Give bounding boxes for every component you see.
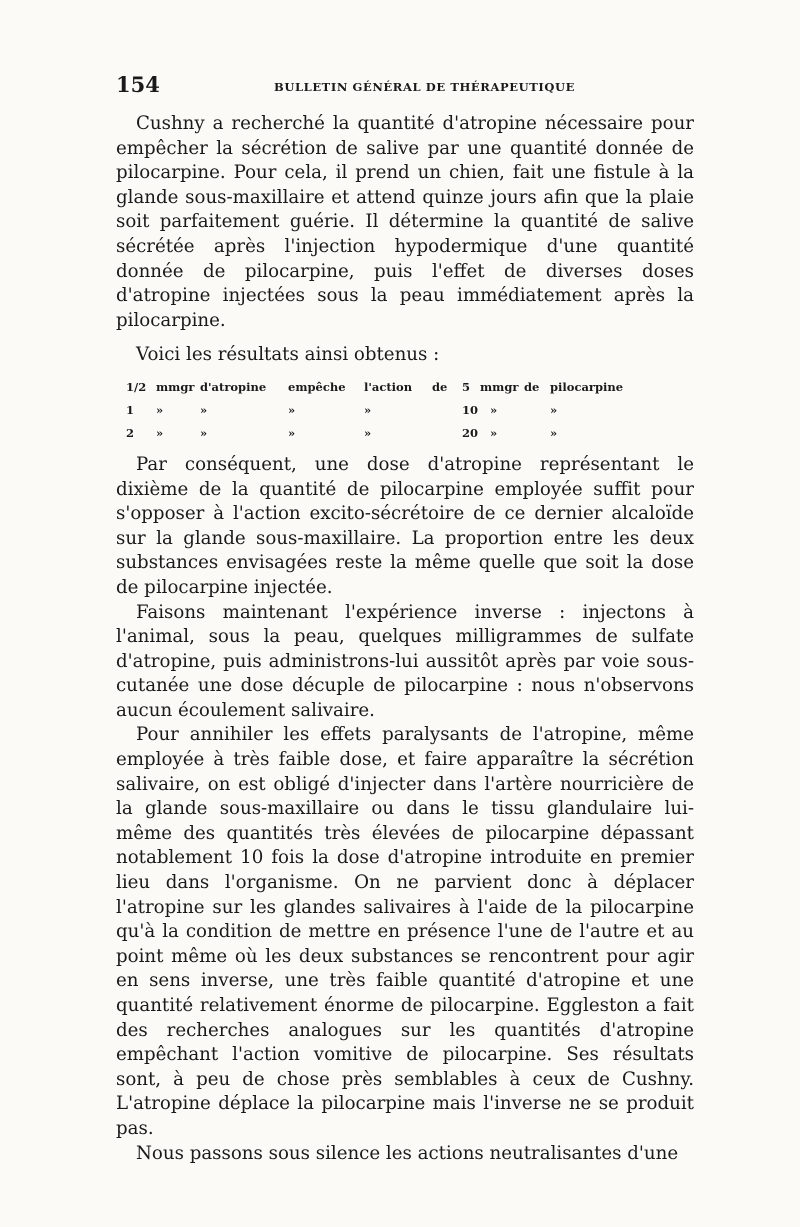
- results-cell: 1/2: [126, 379, 147, 394]
- results-cell: »: [490, 425, 498, 440]
- paragraph-4: Faisons maintenant l'expérience inverse : injectons à l'animal, sous la peau, quelques milligrammes de sulfate d'atropine, puis administrons-lui aussitôt après par voie sous-cutanée une dose décuple de pilocarpine : nous n'observons aucun écoulement salivaire.: [116, 601, 694, 721]
- results-cell: »: [490, 402, 498, 417]
- results-cell: pilocarpine: [550, 379, 624, 394]
- results-cell: mmgr: [480, 379, 519, 394]
- page-header: [116, 72, 694, 100]
- results-cell: »: [550, 402, 558, 417]
- paragraph-5: Pour annihiler les effets paralysants de l'atropine, même employée à très faible dose, et faire apparaître la sécrétion salivaire, on est obligé d'injecter dans l'artère nourricière de la glande sous-maxillaire ou dans le tissu glandulaire lui-même des quantités très élevées de pilocarpine dépassant notablement 10 fois la dose d'atropine introduite en premier lieu dans l'organisme. On ne parvient donc à déplacer l'atropine sur les glandes salivaires à l'aide de la pilocarpine qu'à la condition de mettre en présence l'une de l'autre et au point même où les deux substances se rencontrent pour agir en sens inverse, une très faible quantité d'atropine et une quantité relativement énorme de pilocarpine. Eggleston a fait des recherches analogues sur les quantités d'atropine empêchant l'action vomitive de pilocarpine. Ses résultats sont, à peu de chose près semblables à ceux de Cushny. L'atropine déplace la pilocarpine mais l'inverse ne se produit pas.: [116, 724, 694, 1139]
- paragraph-2: Voici les résultats ainsi obtenus :: [136, 344, 440, 366]
- results-cell: »: [364, 425, 372, 440]
- paragraph-1: Cushny a recherché la quantité d'atropine nécessaire pour empêcher la sécrétion de salive par une quantité donnée de pilocarpine. Pour cela, il prend un chien, fait une fistule à la glande sous-maxillaire et attend quinze jours afin que la plaie soit parfaitement guérie. Il détermine la quantité de salive sécrétée après l'injection hypodermique d'une quantité donnée de pilocarpine, puis l'effet de diverses doses d'atropine injectées sous la peau immédiatement après la pilocarpine.: [116, 113, 694, 331]
- results-cell: 20: [462, 425, 479, 440]
- results-cell: »: [200, 402, 208, 417]
- results-cell: »: [550, 425, 558, 440]
- results-cell: d'atropine: [200, 379, 267, 394]
- results-cell: »: [364, 402, 372, 417]
- results-cell: »: [200, 425, 208, 440]
- results-cell: empêche: [288, 379, 346, 394]
- results-table: [126, 376, 694, 445]
- paragraph-6: Nous passons sous silence les actions neutralisantes d'une: [136, 1142, 679, 1164]
- results-cell: »: [288, 425, 296, 440]
- results-cell: de: [524, 379, 540, 394]
- results-row: [126, 399, 694, 422]
- body-text: [116, 112, 694, 1166]
- results-cell: 5: [462, 379, 471, 394]
- results-cell: »: [156, 425, 164, 440]
- results-cell: l'action: [364, 379, 413, 394]
- results-cell: [432, 399, 462, 422]
- page-number: 154: [116, 72, 160, 97]
- results-row: [126, 422, 694, 445]
- results-row: [126, 376, 694, 399]
- results-cell: »: [156, 402, 164, 417]
- results-cell: mmgr: [156, 379, 195, 394]
- results-cell: [432, 422, 462, 445]
- results-cell: [524, 422, 550, 445]
- results-cell: »: [288, 402, 296, 417]
- results-cell: 2: [126, 425, 135, 440]
- running-head: BULLETIN GÉNÉRAL DE THÉRAPEUTIQUE: [274, 80, 575, 94]
- results-cell: de: [432, 379, 448, 394]
- results-cell: 10: [462, 402, 479, 417]
- paragraph-3: Par conséquent, une dose d'atropine représentant le dixième de la quantité de pilocarpine employée suffit pour s'opposer à l'action excito-sécrétoire de ce dernier alcaloïde sur la glande sous-maxillaire. La proportion entre les deux substances envisagées reste la même quelle que soit la dose de pilocarpine injectée.: [116, 453, 694, 598]
- results-cell: [524, 399, 550, 422]
- results-cell: 1: [126, 402, 135, 417]
